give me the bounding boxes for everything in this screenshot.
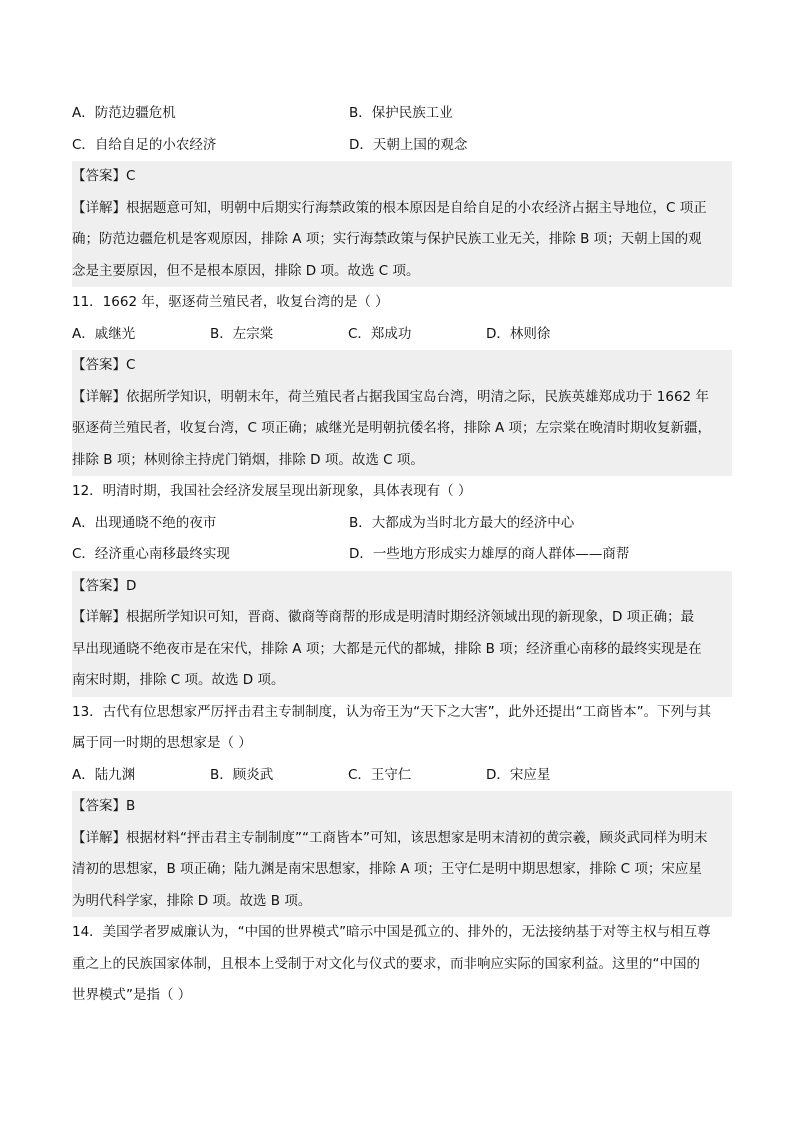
q10-option-d: D．天朝上国的观念 — [349, 136, 468, 153]
q10-answer: 【答案】C — [72, 168, 136, 184]
q11-options-row — [72, 319, 732, 351]
q12-explain-line-1: 【详解】根据所学知识可知，晋商、徽商等商帮的形成是明清时期经济领域出现的新现象，D 项正确；最 — [72, 609, 695, 625]
q14-stem-line-1: 14．美国学者罗威廉认为，“中国的世界模式”暗示中国是孤立的、排外的，无法接纳基于对等主权与相互尊 — [72, 924, 711, 940]
q11-explain-line-2: 驱逐荷兰殖民者，收复台湾，C 项正确；戚继光是明朝抗倭名将，排除 A 项；左宗棠在晚清时期收复新疆， — [72, 420, 712, 436]
q12-options-row-2 — [72, 539, 732, 571]
q11-answer: 【答案】C — [72, 357, 136, 373]
question-content — [72, 98, 732, 1012]
q13-options-row — [72, 760, 732, 792]
q11-option-d: D．林则徐 — [486, 325, 551, 342]
q11-option-a: A．戚继光 — [72, 325, 136, 342]
q10-explain-line-2: 确；防范边疆危机是客观原因，排除 A 项；实行海禁政策与保护民族工业无关，排除 B 项；天朝上国的观 — [72, 231, 702, 247]
q11-stem: 11．1662 年，驱逐荷兰殖民者，收复台湾的是（ ） — [72, 294, 389, 310]
q11-explain-line-1: 【详解】依据所学知识，明朝末年，荷兰殖民者占据我国宝岛台湾，明清之际，民族英雄郑成功于 1662 年 — [72, 388, 709, 405]
q10-option-a: A．防范边疆危机 — [72, 105, 176, 121]
q13-answer: 【答案】B — [72, 798, 136, 814]
q10-options-row-1 — [72, 98, 732, 130]
q10-explain-line-1: 【详解】根据题意可知，明朝中后期实行海禁政策的根本原因是自给自足的小农经济占据主导地位，C 项正 — [72, 199, 707, 216]
q12-explain-line-2: 早出现通晓不绝夜市是在宋代，排除 A 项；大都是元代的都城，排除 B 项；经济重心南移的最终实现是在 — [72, 640, 702, 657]
q12-option-d: D．一些地方形成实力雄厚的商人群体——商帮 — [349, 546, 630, 562]
q13-explain-line-1: 【详解】根据材料“抨击君主专制制度”“工商皆本”可知，该思想家是明末清初的黄宗羲，顾炎武同样为明末 — [72, 829, 708, 846]
q14-stem-line-2: 重之上的民族国家体制，且根本上受制于对文化与仪式的要求，而非响应实际的国家利益。这里的“中国的 — [72, 955, 700, 972]
q11-option-c: C．郑成功 — [348, 325, 412, 342]
q13-explain-line-2: 清初的思想家，B 项正确；陆九渊是南宋思想家，排除 A 项；王守仁是明中期思想家，排除 C 项；宋应星 — [72, 861, 702, 877]
q13-option-d: D．宋应星 — [486, 766, 551, 783]
q11-option-b: B．左宗棠 — [210, 325, 274, 342]
q12-stem: 12．明清时期，我国社会经济发展呈现出新现象，具体表现有（ ） — [72, 483, 472, 499]
q13-option-b: B．顾炎武 — [210, 766, 274, 783]
q10-answer-block — [72, 161, 732, 287]
q13-stem-line-2: 属于同一时期的思想家是（ ） — [72, 735, 252, 751]
q10-option-b: B．保护民族工业 — [349, 105, 453, 121]
q13-answer-block — [72, 791, 732, 917]
q13-option-a: A．陆九渊 — [72, 766, 136, 783]
q12-answer: 【答案】D — [72, 577, 137, 594]
q12-explain-line-3: 南宋时期，排除 C 项。故选 D 项。 — [72, 672, 285, 688]
q11-explain-line-3: 排除 B 项；林则徐主持虎门销烟，排除 D 项。故选 C 项。 — [72, 451, 424, 468]
q12-option-b: B．大都成为当时北方最大的经济中心 — [349, 514, 575, 531]
q10-options-row-2 — [72, 130, 732, 162]
q13-option-c: C．王守仁 — [348, 766, 412, 783]
q12-option-a: A．出现通晓不绝的夜市 — [72, 514, 217, 531]
q12-answer-block — [72, 571, 732, 697]
q11-answer-block — [72, 350, 732, 476]
q12-options-row-1 — [72, 508, 732, 540]
q13-stem-line-1: 13．古代有位思想家严厉抨击君主专制制度，认为帝王为“天下之大害”，此外还提出“工商皆本”。下列与其 — [72, 703, 712, 720]
q14-stem-line-3: 世界模式”是指（ ） — [72, 987, 192, 1003]
q12-option-c: C．经济重心南移最终实现 — [72, 546, 230, 562]
q10-option-c: C．自给自足的小农经济 — [72, 136, 217, 153]
q10-explain-line-3: 念是主要原因，但不是根本原因，排除 D 项。故选 C 项。 — [72, 262, 420, 279]
q13-explain-line-3: 为明代科学家，排除 D 项。故选 B 项。 — [72, 892, 312, 909]
